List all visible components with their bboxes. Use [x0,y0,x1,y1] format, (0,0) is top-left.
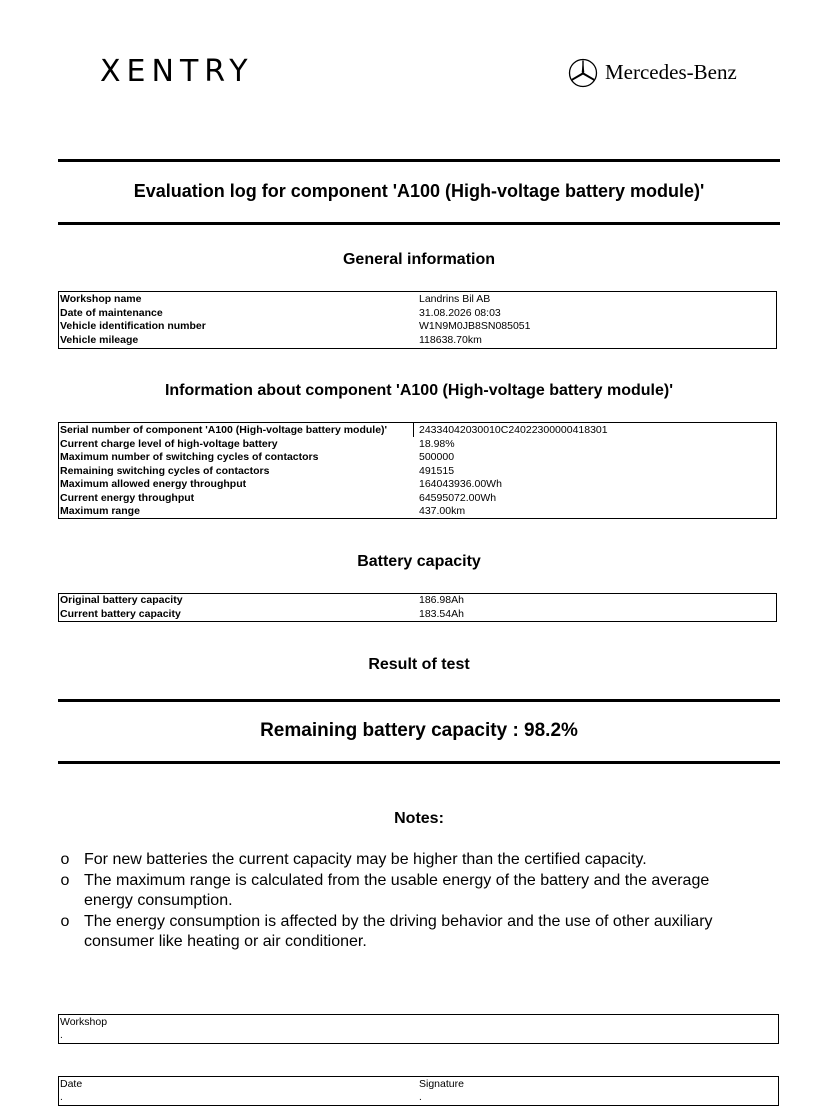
divider [58,699,780,702]
date-signature-box [58,1076,779,1106]
table-row [59,320,776,334]
date-placeholder: . [60,1092,63,1103]
row-label: Current energy throughput [60,491,195,504]
row-label: Vehicle identification number [60,320,206,332]
table-row [59,424,776,438]
signature-label: Signature [419,1078,464,1090]
workshop-placeholder: . [60,1030,63,1041]
row-label: Date of maintenance [60,306,163,319]
row-value: 500000 [419,451,455,463]
divider [58,761,780,764]
table-row [59,334,776,348]
row-value: 491515 [419,464,455,477]
result-heading: Result of test [368,656,470,673]
date-label: Date [60,1078,83,1090]
row-label: Maximum number of switching cycles of contactors [60,451,319,463]
row-value: Landrins Bil AB [419,293,491,305]
row-value: 24334042030010C24022300000418301 [419,424,608,436]
list-item [58,912,758,953]
list-item [58,850,758,871]
table-row [59,451,776,465]
note-text: For new batteries the current capacity may be higher than the certified capacity. [84,851,647,868]
row-label: Remaining switching cycles of contactors [60,464,270,477]
table-row [59,608,776,622]
row-label: Maximum range [60,505,140,517]
manufacturer-name: Mercedes-Benz [605,60,737,84]
table-row [59,438,776,452]
battery-capacity-table [58,593,777,622]
row-value: 186.98Ah [419,594,464,606]
row-value: 64595072.00Wh [419,491,497,504]
table-row [59,307,776,321]
notes-heading: Notes: [394,810,444,827]
component-information-table [58,422,777,519]
row-label: Original battery capacity [60,594,183,606]
row-value: 183.54Ah [419,607,464,620]
table-row [59,492,776,506]
row-value: 31.08.2026 08:03 [419,306,501,319]
divider [58,159,780,162]
general-information-table [58,291,777,349]
bullet-icon: o [60,851,70,868]
workshop-label: Workshop [60,1016,108,1028]
column-divider [413,423,414,437]
workshop-box [58,1014,779,1044]
row-value: 164043936.00Wh [419,478,502,490]
row-value: 118638.70km [419,333,482,346]
signature-placeholder: . [419,1092,422,1103]
table-row [59,465,776,479]
table-row [59,478,776,492]
page-title: Evaluation log for component 'A100 (High-voltage battery module)' [133,181,705,201]
row-value: 18.98% [419,437,455,450]
row-label: Serial number of component 'A100 (High-voltage battery module)' [60,424,388,436]
note-text: The maximum range is calculated from the usable energy of the battery and the average energy consumption. [84,871,710,909]
general-information-heading: General information [342,251,496,268]
list-item [58,871,758,912]
table-row [59,505,776,519]
row-value: W1N9M0JB8SN085051 [419,320,531,332]
row-label: Maximum allowed energy throughput [60,478,247,490]
notes-list [58,850,758,953]
table-row [59,293,776,307]
bullet-icon: o [60,912,70,930]
row-value: 437.00km [419,505,466,517]
note-text: The energy consumption is affected by the driving behavior and the use of other auxiliary consumer like heating or air conditioner. [84,912,713,950]
table-row [59,594,776,608]
row-label: Current battery capacity [60,607,181,620]
mercedes-star-icon [568,58,598,88]
result-text: Remaining battery capacity : 98.2% [260,720,578,741]
xentry-logo: XENTRY [100,54,254,89]
battery-capacity-heading: Battery capacity [357,553,481,570]
row-label: Current charge level of high-voltage battery [60,437,278,450]
row-label: Vehicle mileage [60,333,139,346]
row-label: Workshop name [60,293,142,305]
bullet-icon: o [60,871,70,889]
divider [58,222,780,225]
component-information-heading: Information about component 'A100 (High-voltage battery module)' [164,382,674,399]
